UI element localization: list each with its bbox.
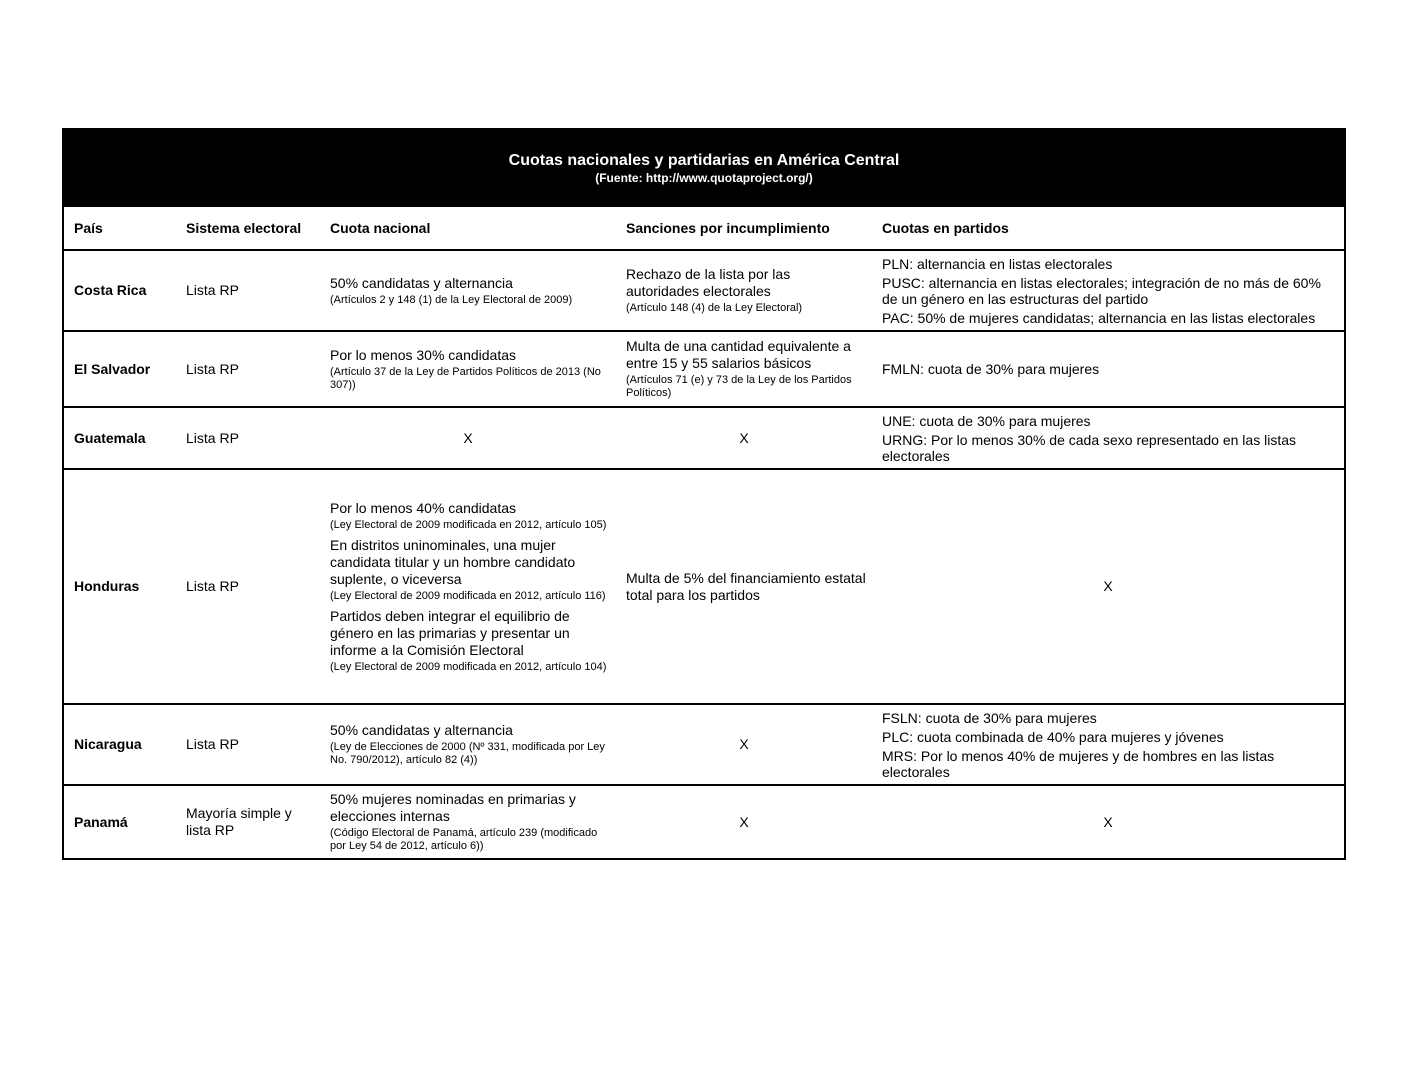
quota-cell [320,704,616,785]
sanction-text: Multa de una cantidad equivalente a entre 15 y 55 salarios básicos [626,338,851,371]
column-header-row [64,207,1344,250]
col-header-party-quotas: Cuotas en partidos [872,207,1344,250]
party-quota-cell [872,250,1344,331]
quota-note: (Ley Electoral de 2009 modificada en 2012, artículo 105) [330,518,607,531]
col-header-quota: Cuota nacional [320,207,616,250]
country-cell: Nicaragua [64,704,176,785]
sanction-cell [616,469,872,704]
sanction-note: (Artículo 148 (4) de la Ley Electoral) [626,302,803,314]
party-quota-cell [872,407,1344,469]
party-quota-item: MRS: Por lo menos 40% de mujeres y de hombres en las listas electorales [882,747,1275,780]
quota-cell-none: X [320,407,616,469]
quota-note: (Artículos 2 y 148 (1) de la Ley Electoral de 2009) [330,293,573,306]
table-row [64,469,1344,704]
quota-text: Por lo menos 30% candidatas [330,346,516,363]
party-quota-item: PAC: 50% de mujeres candidatas; alternancia en las listas electorales [882,309,1316,326]
country-cell: Honduras [64,469,176,704]
table-row [64,331,1344,407]
party-quota-item: FMLN: cuota de 30% para mujeres [882,361,1100,377]
quota-cell [320,469,616,704]
party-quota-item: UNE: cuota de 30% para mujeres [882,412,1091,429]
sanction-cell [616,331,872,407]
system-cell: Lista RP [176,407,320,469]
party-quota-item: URNG: Por lo menos 30% de cada sexo representado en las listas electorales [882,431,1296,464]
quota-text: 50% candidatas y alternancia [330,722,513,738]
table-row [64,407,1344,469]
sanction-cell-none: X [739,813,749,830]
table-title: Cuotas nacionales y partidarias en América Central [508,152,900,169]
party-quota-cell [872,331,1344,407]
party-quota-cell [872,704,1344,785]
quota-note: (Ley Electoral de 2009 modificada en 2012, artículo 104) [330,660,607,673]
sanction-note: (Artículos 71 (e) y 73 de la Ley de los Partidos Políticos) [626,374,852,399]
quota-cell [320,331,616,407]
quota-text: Por lo menos 40% candidatas [330,499,516,516]
sanction-cell-none: X [616,407,872,469]
table-row [64,704,1344,785]
quota-text: En distritos uninominales, una mujer candidata titular y un hombre candidato suplente, o viceversa [330,536,576,587]
sanction-text: Rechazo de la lista por las autoridades electorales [626,266,791,299]
system-cell: Lista RP [176,250,320,331]
system-text: Mayoría simple y lista RP [186,805,292,838]
sanction-cell [616,250,872,331]
party-quota-item: PLN: alternancia en listas electorales [882,255,1113,272]
col-header-country: País [64,207,176,250]
party-quota-item: FSLN: cuota de 30% para mujeres [882,709,1097,726]
quota-note: (Código Electoral de Panamá, artículo 239 (modificado por Ley 54 de 2012, artículo 6)) [330,827,598,852]
col-header-system: Sistema electoral [176,207,320,250]
system-cell: Lista RP [176,704,320,785]
country-cell: Panamá [74,813,128,830]
quota-cell [320,250,616,331]
quota-cell [320,785,616,858]
quota-note: (Ley Electoral de 2009 modificada en 2012, artículo 116) [330,589,606,602]
table-row [64,250,1344,331]
quota-text: Partidos deben integrar el equilibrio de género en las primarias y presentar un informe a la Comisión Electoral [330,607,570,658]
system-cell [176,785,320,858]
party-quota-item: PLC: cuota combinada de 40% para mujeres y jóvenes [882,728,1224,745]
party-quota-cell-none: X [872,469,1344,704]
party-quota-cell-none: X [1103,813,1113,830]
party-quota-item: PUSC: alternancia en listas electorales; integración de no más de 60% de un género en las estructuras del partido [882,274,1321,307]
table-header [64,130,1344,207]
quota-text: 50% candidatas y alternancia [330,274,513,291]
quota-note: (Artículo 37 de la Ley de Partidos Políticos de 2013 (No 307)) [330,365,601,391]
col-header-sanctions: Sanciones por incumplimiento [616,207,872,250]
quota-table [62,128,1346,860]
table-source: (Fuente: http://www.quotaproject.org/) [595,171,813,185]
quota-text: 50% mujeres nominadas en primarias y elecciones internas [330,791,576,824]
system-cell: Lista RP [176,469,320,704]
sanction-cell-none: X [616,704,872,785]
country-cell: El Salvador [64,331,176,407]
country-cell: Guatemala [64,407,176,469]
data-table [64,207,1344,858]
table-row [64,785,1344,858]
sanction-text: Multa de 5% del financiamiento estatal total para los partidos [626,569,866,603]
country-cell: Costa Rica [64,250,176,331]
system-cell: Lista RP [176,331,320,407]
quota-note: (Ley de Elecciones de 2000 (Nº 331, modificada por Ley No. 790/2012), artículo 82 (4)) [330,741,605,766]
